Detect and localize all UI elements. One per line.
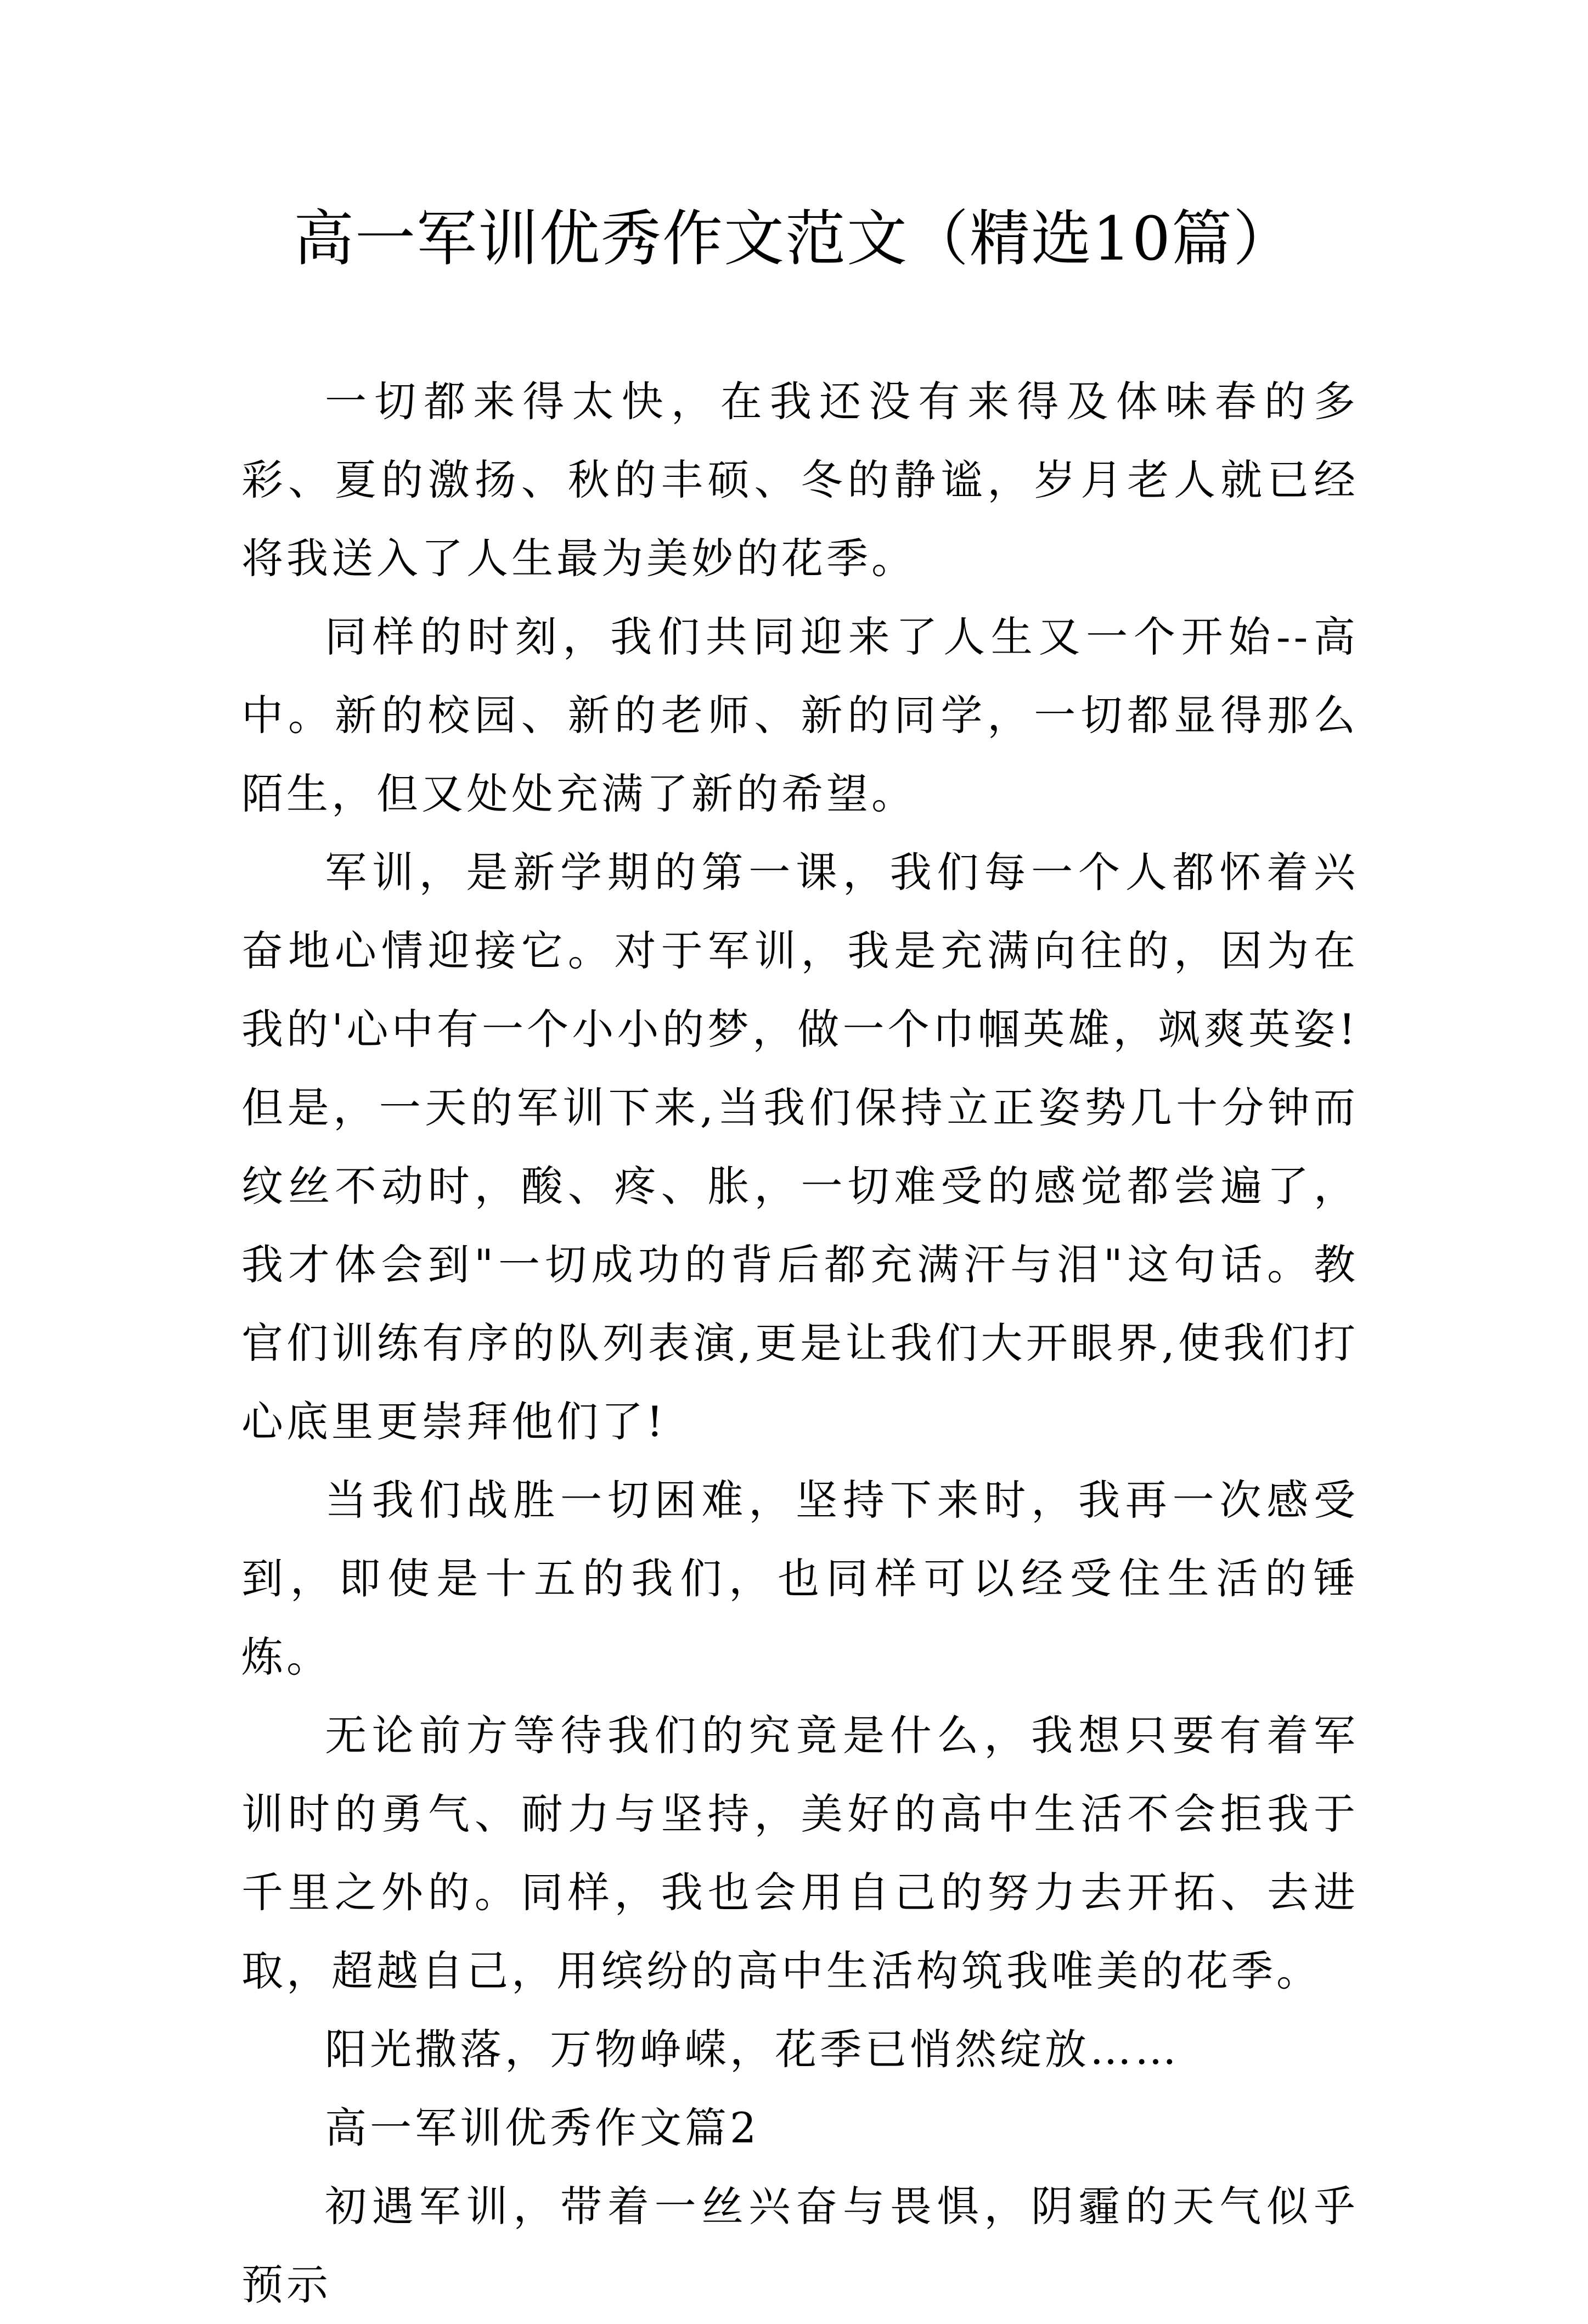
document-title: 高一军训优秀作文范文（精选10篇） — [294, 204, 1294, 274]
paragraph: 一切都来得太快，在我还没有来得及体味春的多彩、夏的激扬、秋的丰硕、冬的静谧，岁月老人就已经将我送入了人生最为美妙的花季。 — [241, 377, 1359, 583]
paragraph: 当我们战胜一切困难，坚持下来时，我再一次感受到，即使是十五的我们，也同样可以经受住生活的锤炼。 — [241, 1476, 1359, 1681]
paragraph: 初遇军训，带着一丝兴奋与畏惧，阴霾的天气似乎预示 — [241, 2182, 1359, 2309]
document-body — [241, 362, 1359, 2324]
paragraph: 军训，是新学期的第一课，我们每一个人都怀着兴奋地心情迎接它。对于军训，我是充满向往的，因为在我的'心中有一个小小的梦，做一个巾帼英雄，飒爽英姿!但是，一天的军训下来,当我们保持立正姿势几十分钟而纹丝不动时，酸、疼、胀，一切难受的感觉都尝遍了，我才体会到"一切成功的背后都充满汗与泪"这句话。教官们训练有序的队列表演,更是让我们大开眼界,使我们打心底里更崇拜他们了! — [241, 848, 1359, 1446]
section-heading: 高一军训优秀作文篇2 — [325, 2103, 760, 2152]
paragraph: 无论前方等待我们的究竟是什么，我想只要有着军训时的勇气、耐力与坚持，美好的高中生活不会拒我于千里之外的。同样，我也会用自己的努力去开拓、去进取，超越自己，用缤纷的高中生活构筑我唯美的花季。 — [241, 1711, 1359, 1995]
paragraph: 阳光撒落，万物峥嵘，花季已悄然绽放…… — [325, 2025, 1180, 2074]
paragraph: 同样的时刻，我们共同迎来了人生又一个开始--高中。新的校园、新的老师、新的同学，一切都显得那么陌生，但又处处充满了新的希望。 — [241, 612, 1359, 818]
